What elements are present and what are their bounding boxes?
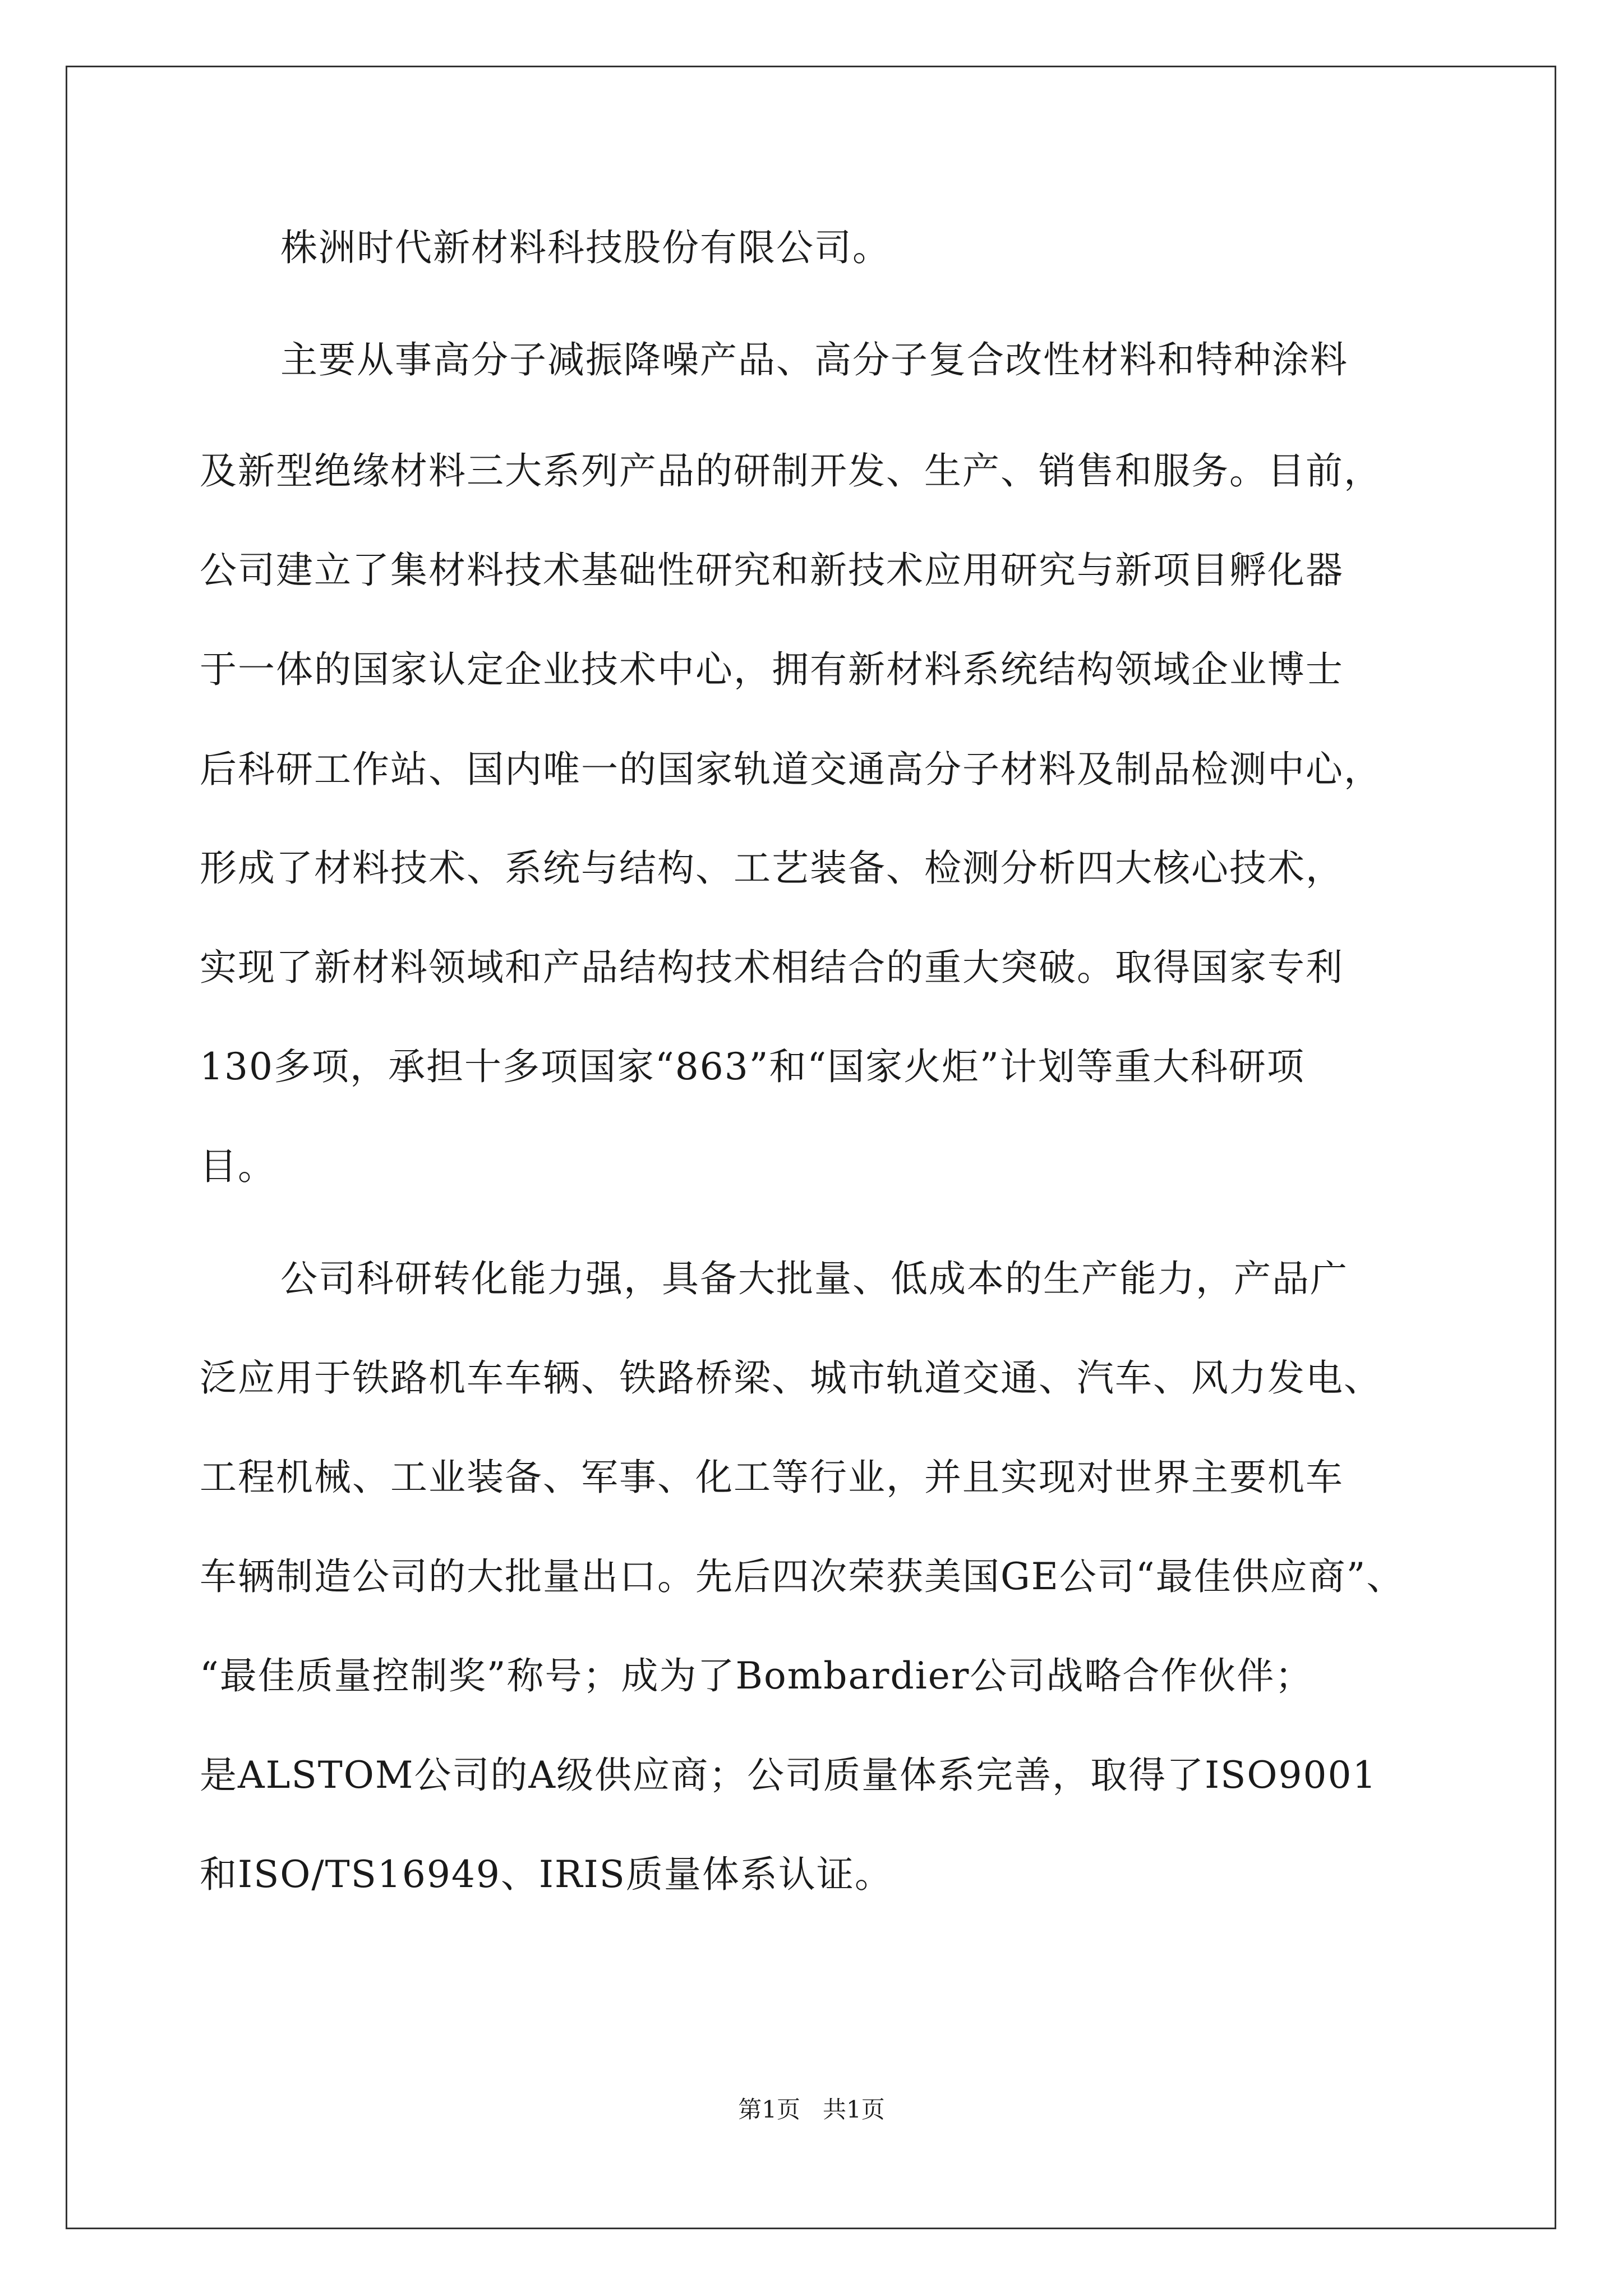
paragraph-3-line-3: 工程机械、工业装备、军事、化工等行业，并且实现对世界主要机车 <box>200 1456 1344 1499</box>
paragraph-2-line-1: 主要从事高分子减振降噪产品、高分子复合改性材料和特种涂料 <box>280 338 1348 381</box>
page-footer <box>0 2094 1623 2125</box>
page-border <box>66 66 1556 2229</box>
paragraph-3-line-6: 是ALSTOM公司的A级供应商；公司质量体系完善，取得了ISO9001 <box>200 1754 1377 1797</box>
paragraph-3-line-4: 车辆制造公司的大批量出口。先后四次荣获美国GE公司“最佳供应商”、 <box>200 1555 1405 1598</box>
paragraph-2-line-4: 于一体的国家认定企业技术中心，拥有新材料系统结构领域企业博士 <box>200 648 1344 691</box>
paragraph-2-line-8: 130多项，承担十多项国家“863”和“国家火炬”计划等重大科研项 <box>200 1045 1305 1088</box>
paragraph-2-line-5: 后科研工作站、国内唯一的国家轨道交通高分子材料及制品检测中心， <box>200 748 1382 791</box>
paragraph-2-line-2: 及新型绝缘材料三大系列产品的研制开发、生产、销售和服务。目前， <box>200 449 1382 493</box>
paragraph-2-line-6: 形成了材料技术、系统与结构、工艺装备、检测分析四大核心技术， <box>200 846 1344 890</box>
paragraph-3-line-7: 和ISO/TS16949、IRIS质量体系认证。 <box>200 1853 893 1896</box>
paragraph-2-line-9: 目。 <box>200 1145 276 1188</box>
paragraph-3-line-5: “最佳质量控制奖”称号；成为了Bombardier公司战略合作伙伴； <box>200 1654 1313 1697</box>
paragraph-1-line-1: 株洲时代新材料科技股份有限公司。 <box>280 226 891 269</box>
paragraph-2-line-3: 公司建立了集材料技术基础性研究和新技术应用研究与新项目孵化器 <box>200 549 1344 592</box>
paragraph-3-line-2: 泛应用于铁路机车车辆、铁路桥梁、城市轨道交通、汽车、风力发电、 <box>200 1356 1382 1400</box>
paragraph-3-line-1: 公司科研转化能力强，具备大批量、低成本的生产能力，产品广 <box>280 1257 1348 1300</box>
page-number: 第1页 <box>738 2096 800 2123</box>
page-total: 共1页 <box>823 2096 885 2123</box>
paragraph-2-line-7: 实现了新材料领域和产品结构技术相结合的重大突破。取得国家专利 <box>200 946 1344 989</box>
